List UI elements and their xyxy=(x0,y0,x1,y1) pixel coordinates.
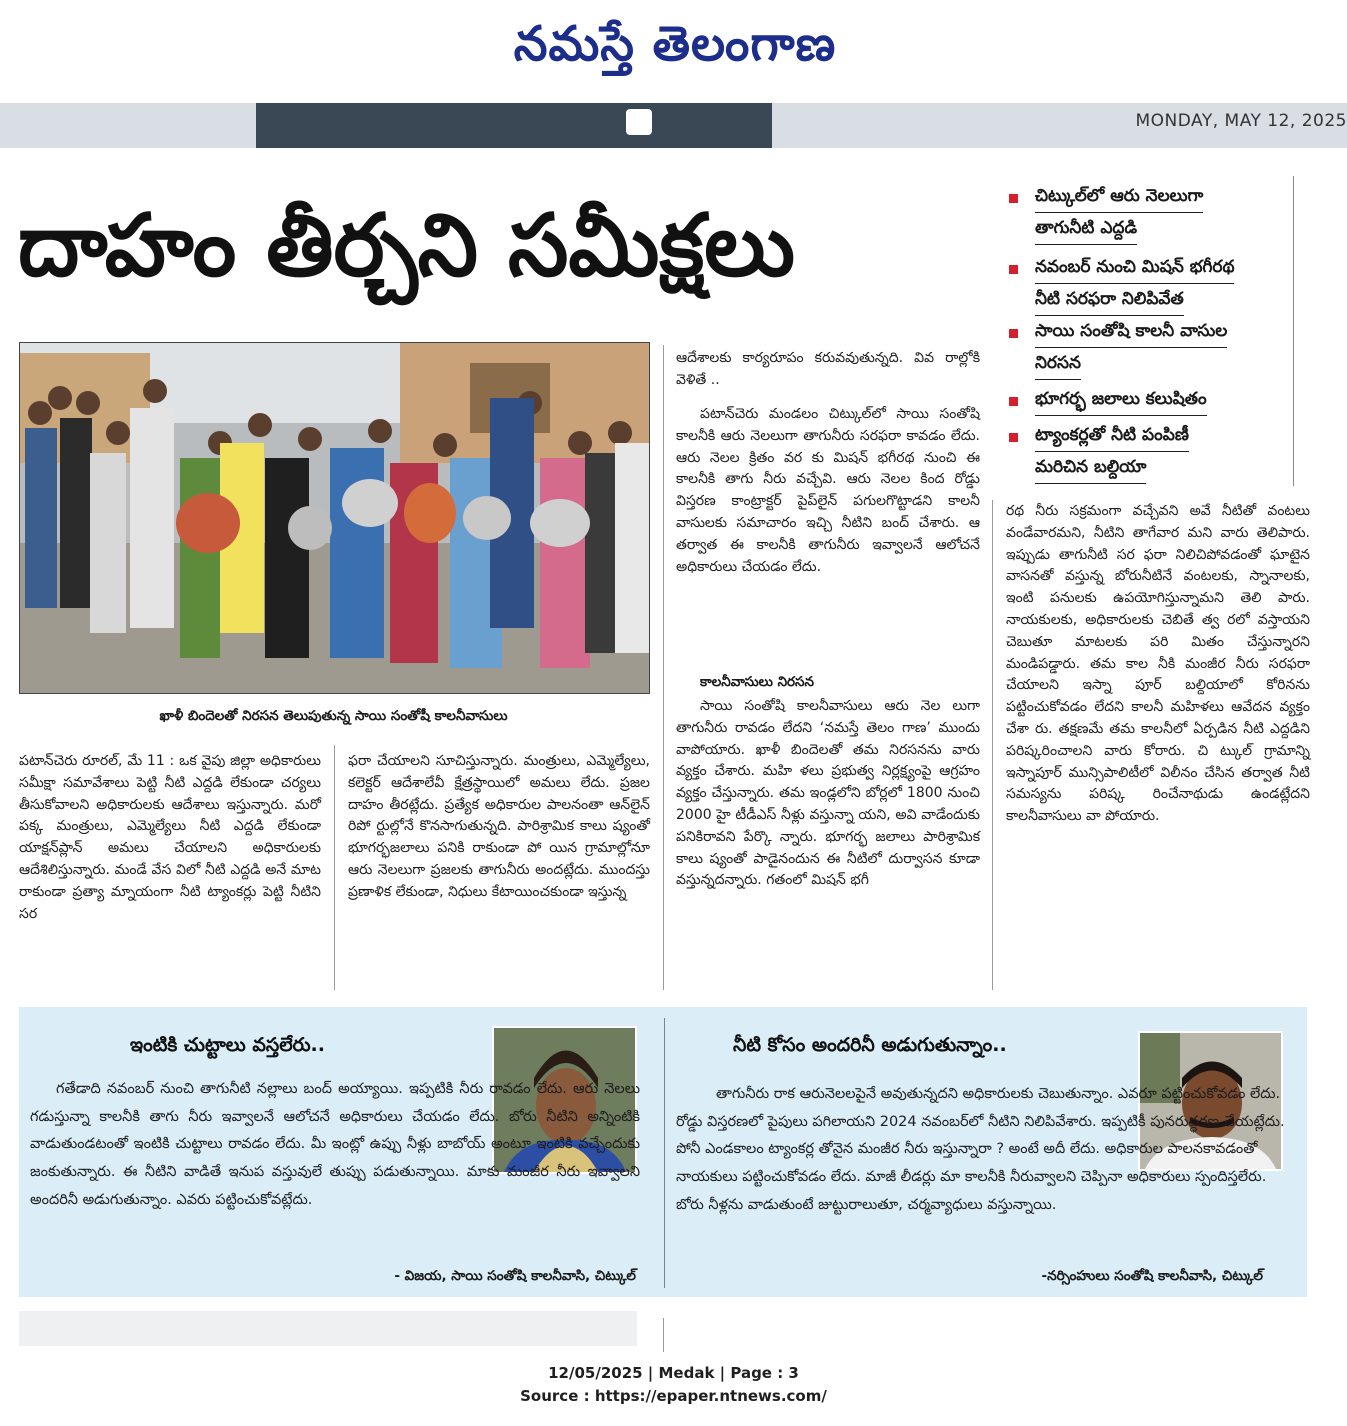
next-article-headline-cutoff xyxy=(686,1322,1296,1352)
column-divider xyxy=(663,345,664,990)
bullet-line: సాయి సంతోషి కాలనీ వాసుల xyxy=(1035,316,1227,348)
article-column-2: ఫరా చేయాలని సూచిస్తున్నారు. మంత్రులు, ఎమ్మెల్యేలు, కలెక్టర్ ఆదేశాలేవీ క్షేత్రస్థాయిలో అమలు లేదు. ప్రజల దాహం తీరట్లేదు. ప్రత్యేక అధికారుల పాలనంతా ఆన్‌లైన్ రిపో ర్టుల్లోనే కొనసాగుతున్నది. పారిశ్రామిక కాలు ష్యంతో భూగర్భజలాలు పనికి రాకుండా పో యిన గ్రామాల్లోనూ ఆరు నెలలుగా ప్రజలకు తాగునీరు అందట్లేదు. ముందస్తు ప్రణాళిక లేకుండా, నిధులు కేటాయించకుండా ఇస్తున్న xyxy=(348,753,650,900)
box1-quote: గతేడాది నవంబర్ నుంచి తాగునీటి నల్లాలు బంద్ అయ్యాయి. ఇప్పటికి నీరు రావడం లేదు. ఆరు నెలలు గడుస్తున్నా కాలనీకి తాగు నీరు ఇవ్వాలనే ఆలోచనే అధికారులు చేయడం లేదు. బోరు నీటిని అన్నింటికి వాడుతుండటంతో ఇంటికి చుట్టాలు రావడం లేదు. మీ ఇంట్లో ఉప్పు నీళ్లు బాబోయ్ అంటూ ఇంటికి వచ్చేందుకు జంకుతున్నారు. ఈ నీటిని వాడితే ఇనుప వస్తువులే తుప్పు పడుతున్నాయి. మాకు మంజీర నీరు ఇవ్వాలని అందరినీ అడుగుతున్నాం. ఎవరు పట్టించుకోవట్లేదు. xyxy=(30,1081,640,1208)
column-divider xyxy=(663,1318,664,1352)
bullet-item xyxy=(1003,181,1288,245)
bullet-line: మరిచిన బల్దియా xyxy=(1035,452,1146,484)
bullet-line: చిట్కుల్‌లో ఆరు నెలలుగా xyxy=(1035,181,1203,213)
article-column-3-intro: ఆదేశాలకు కార్యరూపం కరువవుతున్నది. వివ రాల్లోకి వెళితే .. xyxy=(676,350,980,388)
next-article-photo-edge xyxy=(19,1311,637,1346)
box2-signature: -నర్సింహులు సంతోషి కాలనీవాసి, చిట్కుల్ xyxy=(1041,1268,1263,1284)
page-section-icon xyxy=(626,109,652,135)
column-divider xyxy=(334,745,335,990)
bullet-square-icon xyxy=(1009,433,1018,442)
bullet-item xyxy=(1003,420,1288,484)
headline: దాహం తీర్చని సమీక్షలు xyxy=(18,196,795,296)
lead-photo xyxy=(19,342,650,694)
bullet-line: భూగర్భ జలాలు కలుషితం xyxy=(1035,384,1207,416)
bullet-line: నీటి సరఫరా నిలిపివేత xyxy=(1035,284,1184,316)
column-divider xyxy=(992,500,993,990)
protest-photo-illustration xyxy=(20,343,649,693)
footer-edition-info: 12/05/2025 | Medak | Page : 3 xyxy=(548,1364,799,1382)
date-band-dark-block xyxy=(256,103,772,148)
dateline: MONDAY, MAY 12, 2025 xyxy=(1135,111,1347,131)
bullet-line: తాగునీటి ఎద్దడి xyxy=(1035,213,1137,245)
bullet-line: నిరసన xyxy=(1035,348,1081,380)
bullet-square-icon xyxy=(1009,265,1018,274)
box1-signature: - విజయ, సాయి సంతోషి కాలనీవాసి, చిట్కుల్ xyxy=(394,1268,636,1284)
bullet-line: ట్యాంకర్లతో నీటి పంపిణీ xyxy=(1035,420,1189,452)
newspaper-logo: నమస్తే తెలంగాణ xyxy=(513,16,837,72)
box1-title: ఇంటికి చుట్టాలు వస్తలేరు.. xyxy=(130,1034,325,1056)
bullet-item xyxy=(1003,316,1288,380)
article-subhead: కాలనీవాసులు నిరసన xyxy=(700,674,815,690)
box2-quote: తాగునీరు రాక ఆరునెలలపైనే అవుతున్నదని అధికారులకు చెబుతున్నాం. ఎవరూ పట్టించుకోవడం లేదు. రోడ్డు విస్తరణలో పైపులు పగిలాయని 2024 నవంబర్‌లో నీటిని నిలిపివేశారు. ఇప్పటికీ పునరుద్ధరణ చేయట్లేదు. పోనీ ఎండకాలం ట్యాంకర్ల తోనైన మంజీర నీరు ఇస్తున్నారా ? అంటే అదీ లేదు. అధికారుల పాలనకావడంతో నాయకులు పట్టించుకోవడం లేదు. మాజీ లీడర్లు మా కాలనీకి నీరువ్వాలని చెప్పినా అధికారులు స్పందిస్తలేరు. బోరు నీళ్లను వాడుతుంటే జుట్టురాలుతూ, చర్మవ్యాధులు వస్తున్నాయి. xyxy=(676,1086,1285,1213)
bullet-square-icon xyxy=(1009,329,1018,338)
masthead xyxy=(0,0,1347,100)
article-column-3-continued: సాయి సంతోషి కాలనీవాసులు ఆరు నెల లుగా తాగునీరు రావడం లేదని ‘నమస్తే తెలం గాణ’ ముందు వాపోయారు. ఖాళీ బిందెలతో తమ నిరసనను వారు వ్యక్తం చేశారు. మహి ళలు ప్రభుత్వ నిర్లక్ష్యంపై ఆగ్రహం వ్యక్తం చేస్తున్నారు. తమ ఇండ్లలోని బోర్లలో 1800 నుంచి 2000 హై టీడీఎస్ నీళ్లు వస్తున్నా యని, అవి వాడేందుకు పనికిరావని పేర్కొ న్నారు. భూగర్భ జలాలు పారిశ్రామిక కాలు ష్యంతో పాడైనందున ఈ నీటిలో దుర్వాసన కూడా వస్తున్నదన్నారు. గతంలో మిషన్ భగీ xyxy=(676,698,980,889)
box2-title: నీటి కోసం అందరినీ అడుగుతున్నాం.. xyxy=(733,1034,1007,1056)
footer-source: Source : https://epaper.ntnews.com/ xyxy=(520,1387,827,1405)
bullet-item xyxy=(1003,252,1288,316)
bullet-square-icon xyxy=(1009,194,1018,203)
bullet-line: నవంబర్ నుంచి మిషన్ భగీరథ xyxy=(1035,252,1234,284)
bullet-square-icon xyxy=(1009,397,1018,406)
date-band xyxy=(0,103,1347,148)
accent-bar xyxy=(1293,262,1303,406)
article-column-4: రథ నీరు సక్రమంగా వచ్చేవని అవే నీటితో వంటలు వండేవారమని, నీటిని తాగేవార మని వారు తెలిపారు. ఇప్పుడు తాగునీటి సర ఫరా నిలిచిపోవడంతో ఘాటైన వాసనతో వస్తున్న బోరునీటినే వంటలకు, స్నానాలకు, ఇంటి పనులకు ఉపయోగిస్తున్నామని తెలి పారు. నాయకులకు, అధికారులకు చెబితే త్వ రలో వస్తాయని చెబుతూ మాటలకు పరి మితం చేస్తున్నారని మండిపడ్డారు. తమ కాల నీకి మంజీర నీరు సరఫరా చేయాలని ఇస్నా పూర్ బల్దియాలో కోరినను పట్టించుకోవడం లేదని కాలనీ మహిళలు ఆవేదన వ్యక్తం చేశా రు. తక్షణమే తమ కాలనీలో ఏర్పడిన నీటి ఎద్దడిని పరిష్కరించాలని వారు కోరారు. చి ట్కుల్ గ్రామాన్ని ఇస్నాపూర్ మున్సిపాలిటీలో విలీనం చేసిన తర్వాత నీటి సమస్యను పరిష్క రించేనాథుడు ఉండట్లేదని కాలనీవాసులు వా పోయారు. xyxy=(1006,503,1310,825)
article-column-1: పటాన్‌చెరు రూరల్, మే 11 : ఒక వైపు జిల్లా అధికారులు సమీక్షా సమావేశాలు పెట్టి నీటి ఎద్దడి లేకుండా చర్యలు తీసుకోవాలని అధికారులకు ఆదేశాలు ఇస్తున్నారు. మరో పక్క మంత్రులు, ఎమ్మెల్యేలు నీటి ఎద్దడి లేకుండా యాక్షన్‌ప్లాన్ అమలు చేయాలని అధికారులకు ఆదేశిలిస్తున్నారు. మండే వేస విలో నీటి ఎద్దడి అనే మాట రాకుండా ప్రత్యా మ్నాయంగా నీటి ట్యాంకర్లు పెట్టి నీటిని సర xyxy=(19,753,321,922)
box-divider xyxy=(664,1018,665,1288)
photo-caption: ఖాళీ బిందెలతో నిరసన తెలుపుతున్న సాయి సంతోషీ కాలనీవాసులు xyxy=(159,708,508,724)
article-column-3-body: పటాన్‌చెరు మండలం చిట్కుల్‌లో సాయి సంతోషి కాలనీకి ఆరు నెలలుగా తాగునీరు సరఫరా కావడం లేదు. ఆరు నెలల క్రితం వర కు మిషన్ భగీరథ నుంచి ఈ కాలనీకి తాగు నీరు వచ్చేవి. ఆరు నెలల కింద రోడ్డు విస్తరణ కాంట్రాక్టర్ పైప్‌లైన్ పగులగొట్టాడని కాలనీ వాసులకు సమాచారం ఇచ్చి నీటిని బంద్ చేశారు. ఆ తర్వాత ఈ కాలనీకి తాగునీరు ఇవ్వాలనే ఆలోచనే అధికారులు చేయడం లేదు. xyxy=(676,406,980,575)
bullet-item xyxy=(1003,384,1288,418)
